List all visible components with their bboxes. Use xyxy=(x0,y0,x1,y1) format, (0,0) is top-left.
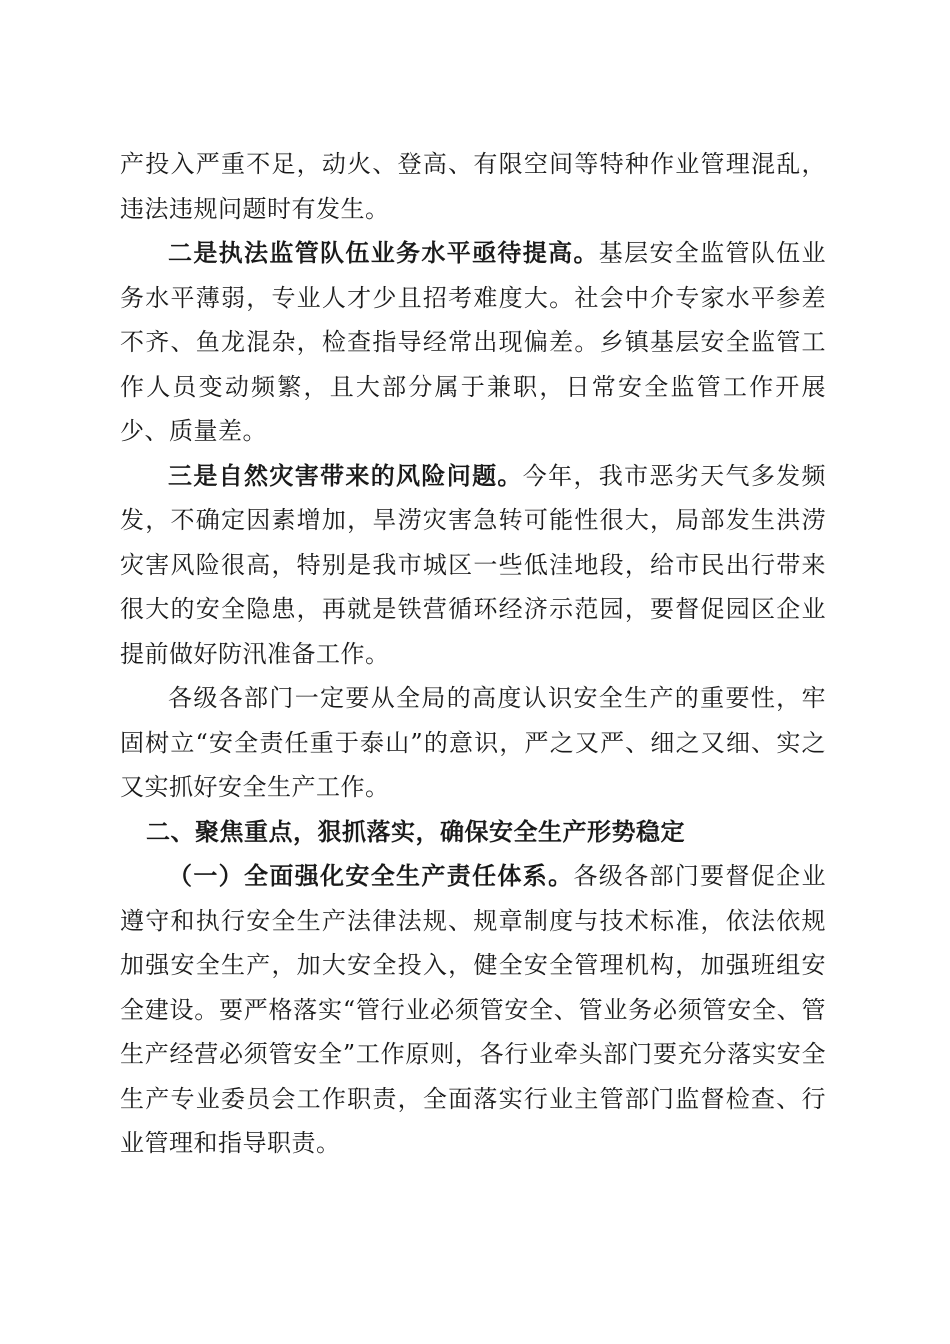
section-2-heading: 二、聚焦重点，狠抓落实，确保安全生产形势稳定 xyxy=(146,817,685,846)
paragraph-problem-2 xyxy=(120,231,826,454)
problem-3-text: 今年，我市恶劣天气多发频发，不确定因素增加，旱涝灾害急转可能性很大，局部发生洪涝灾害风险很高，特别是我市城区一些低洼地段，给市民出行带来很大的安全隐患，再就是铁营循环经济示范园，要督促园区企业提前做好防汛准备工作。 xyxy=(120,461,827,668)
paragraph-item-1 xyxy=(120,854,826,1166)
item-1-text: 各级各部门要督促企业遵守和执行安全生产法律法规、规章制度与技术标准，依法依规加强安全生产，加大安全投入，健全安全管理机构，加强班组安全建设。要严格落实“管行业必须管安全、管业务必须管安全、管生产经营必须管安全”工作原则，各行业牵头部门要充分落实安全生产专业委员会工作职责，全面落实行业主管部门监督检查、行业管理和指导职责。 xyxy=(120,862,827,1157)
item-1-lead: （一）全面强化安全生产责任体系。 xyxy=(168,861,574,890)
paragraph-problem-3 xyxy=(120,454,826,677)
problem-2-lead: 二是执法监管队伍业务水平亟待提高。 xyxy=(168,238,599,267)
paragraph-continuation: 产投入严重不足，动火、登高、有限空间等特种作业管理混乱，违法违规问题时有发生。 xyxy=(120,150,826,223)
problem-2-text: 基层安全监管队伍业务水平薄弱，专业人才少且招考难度大。社会中介专家水平参差不齐、鱼龙混杂，检查指导经常出现偏差。乡镇基层安全监管工作人员变动频繁，且大部分属于兼职，日常安全监管工作开展少、质量差。 xyxy=(120,239,827,445)
problem-3-lead: 三是自然灾害带来的风险问题。 xyxy=(168,460,523,490)
paragraph-summary: 各级各部门一定要从全局的高度认识安全生产的重要性，牢固树立“安全责任重于泰山”的意识，严之又严、细之又细、实之又实抓好安全生产工作。 xyxy=(120,684,826,801)
document-page xyxy=(120,142,826,1166)
